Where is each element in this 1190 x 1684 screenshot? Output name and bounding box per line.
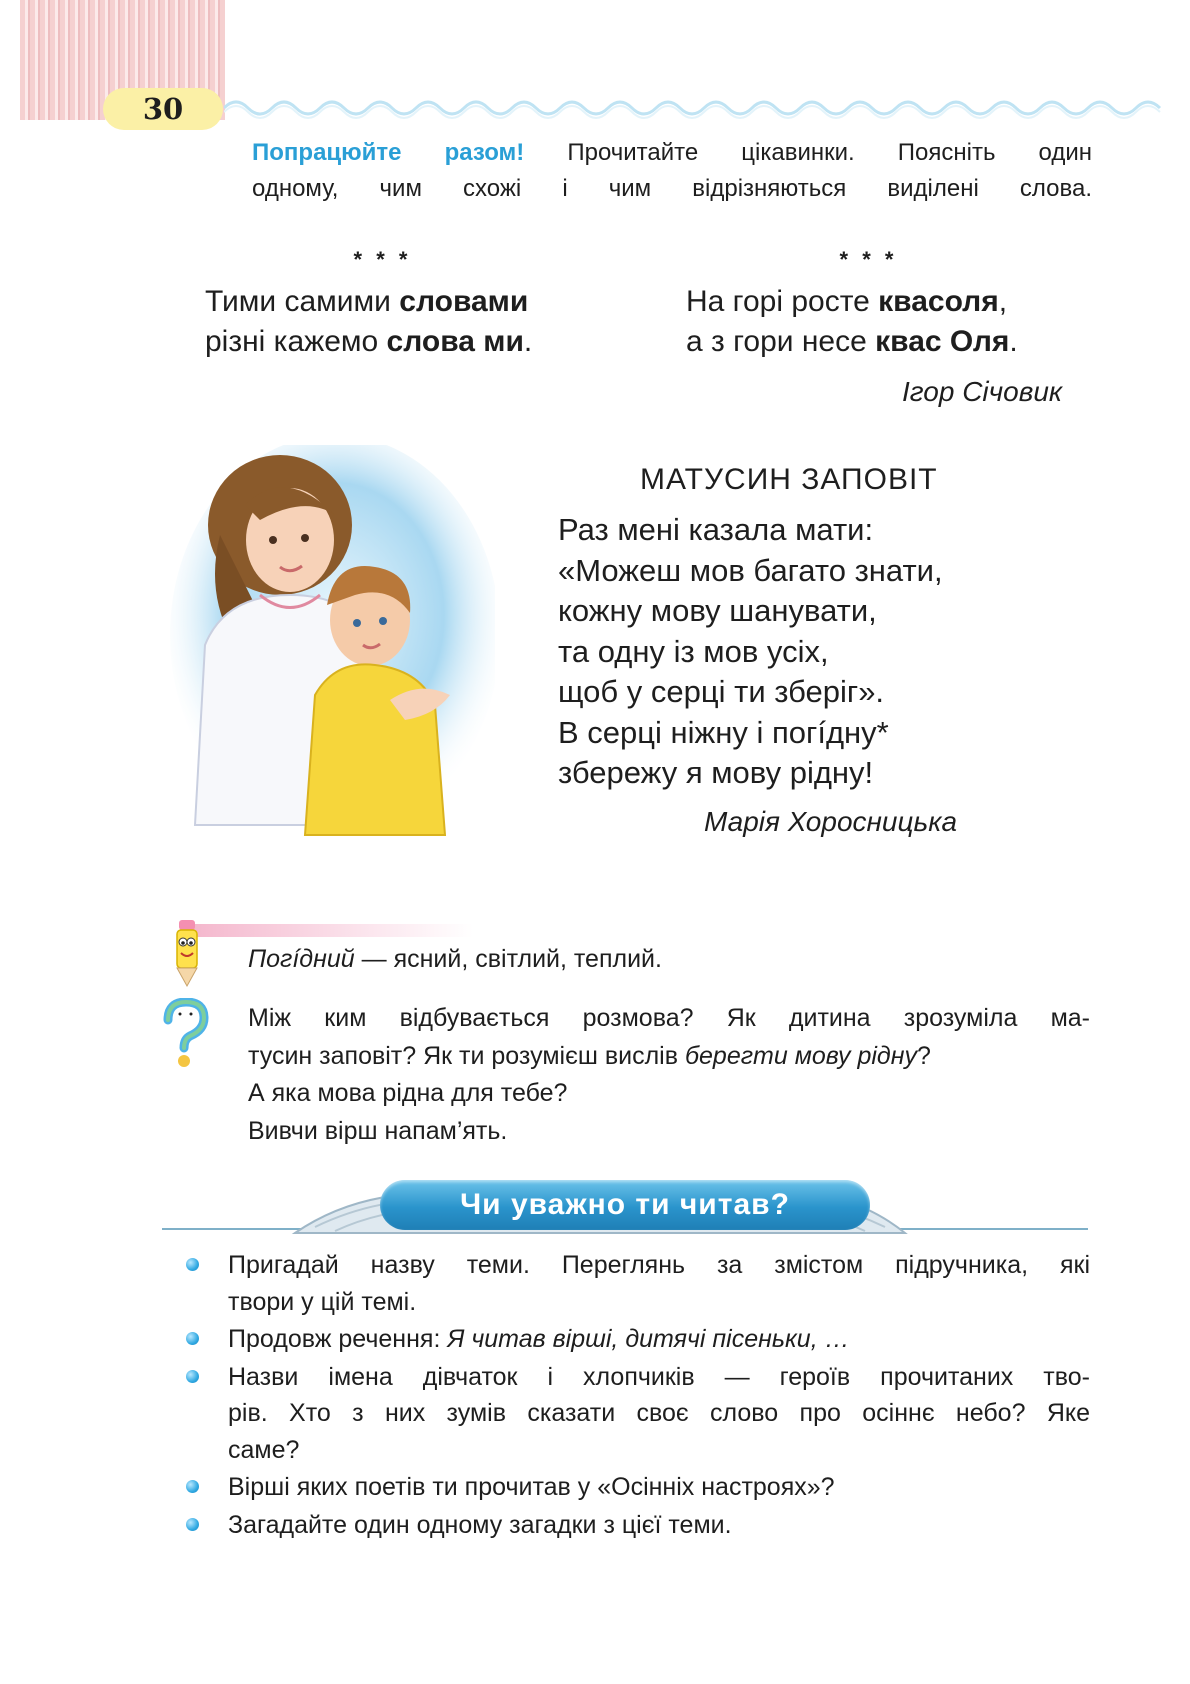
intro-line2: одному, чим схожі і чим відрізняються виділені слова.: [252, 175, 1092, 202]
intro-label: Попрацюйте разом!: [252, 139, 525, 166]
mother-and-child-illustration: [165, 445, 495, 845]
gloss-highlight-bar: [188, 924, 473, 937]
poem-body: [558, 510, 943, 794]
bullet-dot-icon: [186, 1518, 199, 1531]
review-list: [182, 1247, 1090, 1544]
poem-right-line2: а з гори несе квас Оля.: [686, 325, 1018, 358]
list-item: Пригадай назву теми. Переглянь за змістом підручника, які твори у цій темі.: [182, 1247, 1090, 1320]
gloss-term: Погíдний: [248, 945, 355, 973]
poem-right-line1: На горі росте квасоля,: [686, 285, 1008, 318]
poem-line: «Можеш мов багато знати,: [558, 552, 943, 588]
poem-line: та одну із мов усіх,: [558, 633, 829, 669]
page-number: 30: [142, 92, 184, 126]
bullet-dot-icon: [186, 1332, 199, 1345]
poem-right-author: Ігор Січовик: [902, 376, 1063, 407]
question-line4: Вивчи вірш напам’ять.: [248, 1116, 508, 1145]
question-mark-mascot-icon: [160, 998, 210, 1070]
poem-left-line1: Тими самими словами: [205, 285, 529, 318]
poem-left-stars: * * *: [353, 247, 412, 272]
banner-title: Чи уважно ти читав?: [460, 1188, 790, 1221]
poem-author: Марія Хоросницька: [704, 806, 958, 837]
question-line2: тусин заповіт? Як ти розумієш вислів берегти мову рідну?: [248, 1041, 931, 1070]
poem-line: кожну мову шанувати,: [558, 593, 877, 628]
poem-line: Раз мені казала мати:: [558, 512, 874, 547]
pencil-mascot-icon: [170, 918, 204, 988]
poem-right-stars: * * *: [839, 247, 898, 272]
questions-block: [248, 1000, 1090, 1150]
list-item: Продовж речення: Я читав вірші, дитячі пісеньки, …: [182, 1321, 1090, 1358]
list-item: Загадайте один одному загадки з цієї теми.: [182, 1507, 1090, 1544]
poem-line: В серці ніжну і погíдну*: [558, 714, 889, 750]
poem-line: збережу я мову рідну!: [558, 755, 874, 790]
poem-left-line2: різні кажемо слова ми.: [205, 325, 533, 358]
poem-line: щоб у серці ти зберіг».: [558, 674, 885, 709]
wave-decoration: [224, 90, 1174, 120]
intro-line1: Прочитайте цікавинки. Поясніть один: [524, 139, 1092, 166]
intro-paragraph: [252, 135, 1092, 207]
list-item: Вірші яких поетів ти прочитав у «Осінніх настроях»?: [182, 1469, 1090, 1506]
list-item: Назви імена дівчаток і хлопчиків — героїв прочитаних тво- рів. Хто з них зумів сказати своє слово про осіннє небо? Яке саме?: [182, 1359, 1090, 1469]
bullet-dot-icon: [186, 1258, 199, 1271]
gloss-definition: Погíдний — ясний, світлий, теплий.: [248, 945, 662, 973]
question-line3: А яка мова рідна для тебе?: [248, 1079, 568, 1107]
question-line1: Між ким відбувається розмова? Як дитина зрозуміла ма-: [248, 1004, 1090, 1032]
bullet-dot-icon: [186, 1370, 199, 1383]
poem-title: МАТУСИН ЗАПОВІТ: [640, 463, 938, 496]
bullet-dot-icon: [186, 1480, 199, 1493]
